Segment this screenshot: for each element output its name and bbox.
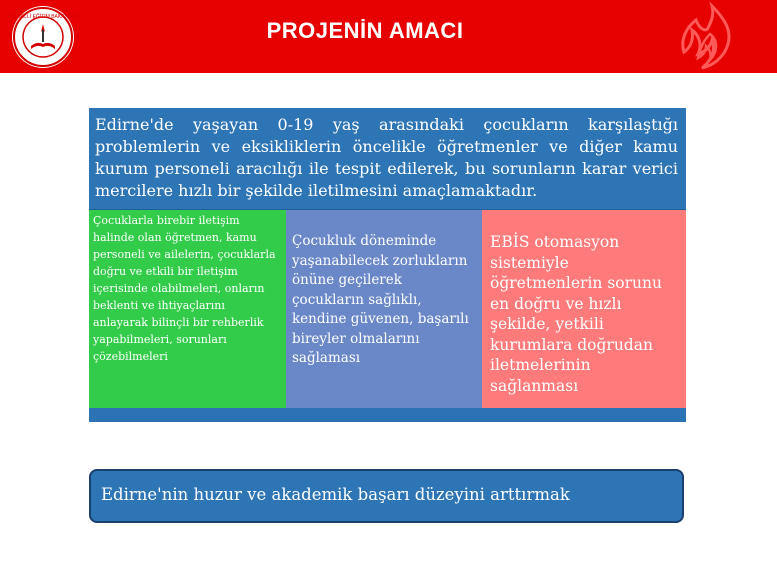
columns-panel-footer: [89, 408, 686, 422]
page-title: PROJENİN AMACI: [266, 18, 464, 43]
goal-box: [89, 469, 684, 523]
goal-text: Edirne'nin huzur ve akademik başarı düzeyini arttırmak: [101, 485, 570, 504]
intro-text: Edirne'de yaşayan 0-19 yaş arasındaki çocukların karşılaştığı problemlerin ve eksikliklerin öncelikle öğretmenler ve diğer kamu kurum personeli aracılığı ile tespit edilerek, bu sorunların karar verici mercilere hızlı bir şekilde iletilmesini amaçlamaktadır.: [95, 115, 678, 200]
flame-icon: [672, 4, 742, 70]
column-green-text: Çocuklarla birebir iletişim halinde olan öğretmen, kamu personeli ve ailelerin, çocuklarla doğru ve etkili bir iletişim içerisinde olabilmeleri, onların beklenti ve ihtiyaçlarını anlayarak bilinçli bir rehberlik yapabilmeleri, sorunları çözebilmeleri: [93, 214, 276, 363]
column-green: [89, 210, 286, 408]
column-pink: [482, 210, 686, 408]
svg-text:T.C. MİLLİ EĞİTİM BAKANLIĞI: T.C. MİLLİ EĞİTİM BAKANLIĞI: [8, 14, 78, 20]
column-purple: [286, 210, 482, 408]
header-bar: [0, 0, 777, 73]
intro-box: [89, 108, 686, 210]
column-pink-text: EBİS otomasyon sistemiyle öğretmenlerin sorunu en doğru ve hızlı şekilde, yetkili kurumlara doğrudan iletmelerinin sağlanması: [490, 233, 662, 395]
column-purple-text: Çocukluk döneminde yaşanabilecek zorlukların önüne geçilerek çocukların sağlıklı, kendine güvenen, başarılı bireyler olmalarını sağlaması: [292, 233, 469, 366]
